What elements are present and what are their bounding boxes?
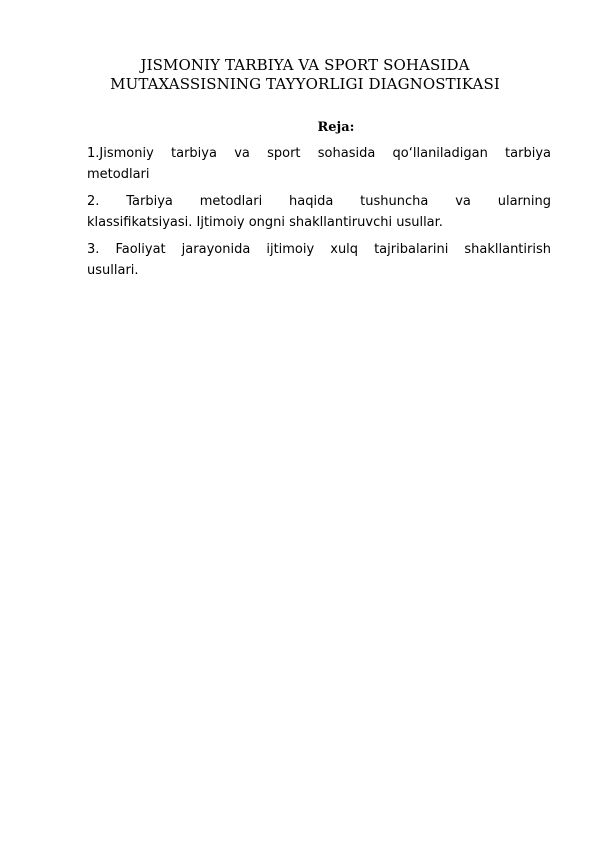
plan-item-3-line-2: usullari. (87, 263, 139, 278)
title-line-2: MUTAXASSISNING TAYYORLIGI DIAGNOSTIKASI (110, 75, 500, 93)
plan-heading: Reja: (317, 120, 355, 135)
document-title (70, 56, 540, 94)
plan-item-1-line-2: metodlari (87, 167, 150, 182)
plan-item-2-line-1 (87, 191, 551, 212)
plan-item-1-text: 1.Jismoniy tarbiya va sport sohasida qo‘llaniladigan tarbiya (87, 146, 551, 161)
plan-item-3-line-1 (87, 239, 551, 260)
plan-item-3-text: 3. Faoliyat jarayonida ijtimoiy xulq tajribalarini shakllantirish (87, 242, 551, 257)
plan-item-2-line-2: klassifikatsiyasi. Ijtimoiy ongni shakllantiruvchi usullar. (87, 215, 443, 230)
plan-item-1-line-1 (87, 143, 551, 164)
title-line-1: JISMONIY TARBIYA VA SPORT SOHASIDA (140, 56, 470, 74)
plan-item-2-text: 2. Tarbiya metodlari haqida tushuncha va ularning (87, 194, 551, 209)
